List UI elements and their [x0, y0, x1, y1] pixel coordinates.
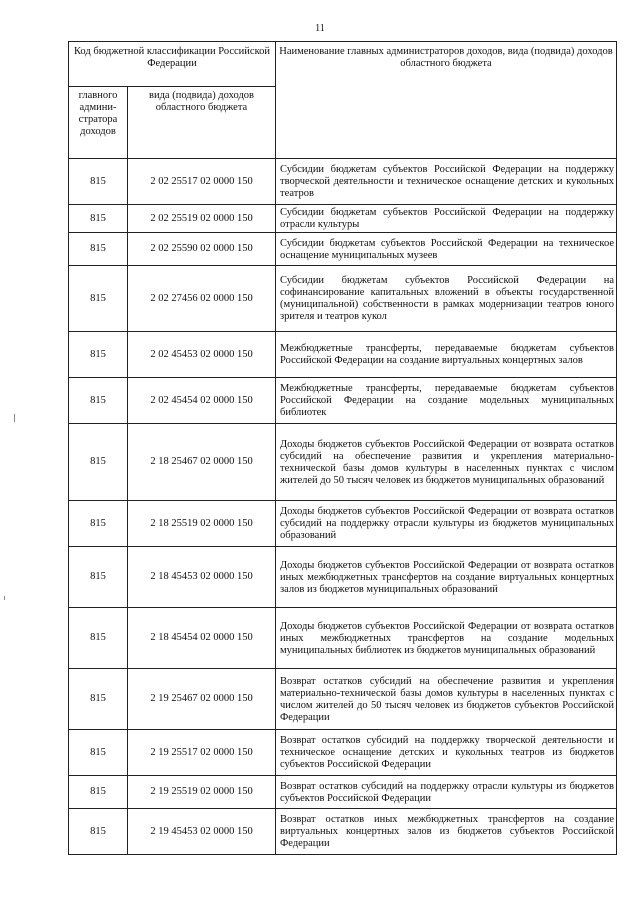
income-name-cell: Доходы бюджетов субъектов Российской Федерации от возврата остатков иных межбюджетных трансфертов на создание виртуальных концертных залов из бюджетов муниципальных образований: [276, 547, 617, 608]
income-name-cell: Возврат остатков субсидий на поддержку творческой деятельности и техническое оснащение детских и кукольных театров из бюджетов субъектов Российской Федерации: [276, 730, 617, 776]
table-row: [69, 159, 617, 205]
income-code-cell: 2 18 25467 02 0000 150: [128, 424, 276, 501]
income-code-cell: 2 02 25517 02 0000 150: [128, 159, 276, 205]
income-name-cell: Субсидии бюджетам субъектов Российской Федерации на поддержку отрасли культуры: [276, 205, 617, 233]
table-row: [69, 266, 617, 332]
table-row: [69, 424, 617, 501]
table-body: [69, 159, 617, 855]
admin-code-cell: 815: [69, 205, 128, 233]
income-code-cell: 2 19 25519 02 0000 150: [128, 776, 276, 809]
table-row: [69, 205, 617, 233]
admin-code-cell: 815: [69, 501, 128, 547]
income-code-cell: 2 02 45453 02 0000 150: [128, 332, 276, 378]
page-number: 11: [315, 23, 325, 34]
income-code-cell: 2 02 27456 02 0000 150: [128, 266, 276, 332]
table-row: [69, 332, 617, 378]
income-code-cell: 2 02 25590 02 0000 150: [128, 233, 276, 266]
header-type-column: вида (подвида) доходов областного бюджета: [128, 87, 276, 159]
income-name-cell: Доходы бюджетов субъектов Российской Федерации от возврата остатков субсидий на поддержку отрасли культуры из бюджетов муниципальных образований: [276, 501, 617, 547]
table-row: [69, 547, 617, 608]
income-code-cell: 2 18 45454 02 0000 150: [128, 608, 276, 669]
admin-code-cell: 815: [69, 776, 128, 809]
income-name-cell: Доходы бюджетов субъектов Российской Федерации от возврата остатков субсидий на обеспечение развития и укрепления материально-технической базы домов культуры в населенных пунктах с числом жителей до 50 тысяч человек из бюджетов муниципальных образований: [276, 424, 617, 501]
income-code-cell: 2 18 25519 02 0000 150: [128, 501, 276, 547]
admin-code-cell: 815: [69, 730, 128, 776]
admin-code-cell: 815: [69, 233, 128, 266]
income-code-cell: 2 02 25519 02 0000 150: [128, 205, 276, 233]
admin-code-cell: 815: [69, 547, 128, 608]
scan-mark: [4, 596, 5, 600]
table-row: [69, 378, 617, 424]
income-name-cell: Субсидии бюджетам субъектов Российской Федерации на техническое оснащение муниципальных музеев: [276, 233, 617, 266]
income-name-cell: Субсидии бюджетам субъектов Российской Федерации на поддержку творческой деятельности и техническое оснащение детских и кукольных театров: [276, 159, 617, 205]
table-row: [69, 809, 617, 855]
table-row: [69, 501, 617, 547]
budget-codes-table: [68, 41, 617, 855]
income-code-cell: 2 19 25467 02 0000 150: [128, 669, 276, 730]
income-name-cell: Межбюджетные трансферты, передаваемые бюджетам субъектов Российской Федерации на создание модельных муниципальных библиотек: [276, 378, 617, 424]
table-row: [69, 669, 617, 730]
header-name-column: Наименование главных администраторов доходов, вида (подвида) доходов областного бюджета: [276, 42, 617, 159]
table-row: [69, 776, 617, 809]
table-row: [69, 730, 617, 776]
header-admin-column: главного админи-стратора доходов: [69, 87, 128, 159]
admin-code-cell: 815: [69, 669, 128, 730]
admin-code-cell: 815: [69, 378, 128, 424]
income-name-cell: Возврат остатков субсидий на поддержку отрасли культуры из бюджетов субъектов Российской Федерации: [276, 776, 617, 809]
admin-code-cell: 815: [69, 266, 128, 332]
admin-code-cell: 815: [69, 332, 128, 378]
scan-mark: [14, 414, 15, 422]
income-name-cell: Межбюджетные трансферты, передаваемые бюджетам субъектов Российской Федерации на создание виртуальных концертных залов: [276, 332, 617, 378]
income-name-cell: Субсидии бюджетам субъектов Российской Федерации на софинансирование капитальных вложений в объекты государственной (муниципальной) собственности в рамках модернизации театров юного зрителя и театров кукол: [276, 266, 617, 332]
income-code-cell: 2 02 45454 02 0000 150: [128, 378, 276, 424]
header-code-group: Код бюджетной классификации Российской Федерации: [69, 42, 276, 87]
income-name-cell: Доходы бюджетов субъектов Российской Федерации от возврата остатков иных межбюджетных трансфертов на создание модельных муниципальных библиотек из бюджетов муниципальных образований: [276, 608, 617, 669]
income-code-cell: 2 19 25517 02 0000 150: [128, 730, 276, 776]
table-row: [69, 608, 617, 669]
income-code-cell: 2 18 45453 02 0000 150: [128, 547, 276, 608]
admin-code-cell: 815: [69, 424, 128, 501]
income-name-cell: Возврат остатков субсидий на обеспечение развития и укрепления материально-технической базы домов культуры в населенных пунктах с числом жителей до 50 тысяч человек из бюджетов субъектов Российской Федерации: [276, 669, 617, 730]
admin-code-cell: 815: [69, 809, 128, 855]
table-row: [69, 233, 617, 266]
admin-code-cell: 815: [69, 608, 128, 669]
income-name-cell: Возврат остатков иных межбюджетных трансфертов на создание виртуальных концертных залов из бюджетов субъектов Российской Федерации: [276, 809, 617, 855]
income-code-cell: 2 19 45453 02 0000 150: [128, 809, 276, 855]
admin-code-cell: 815: [69, 159, 128, 205]
